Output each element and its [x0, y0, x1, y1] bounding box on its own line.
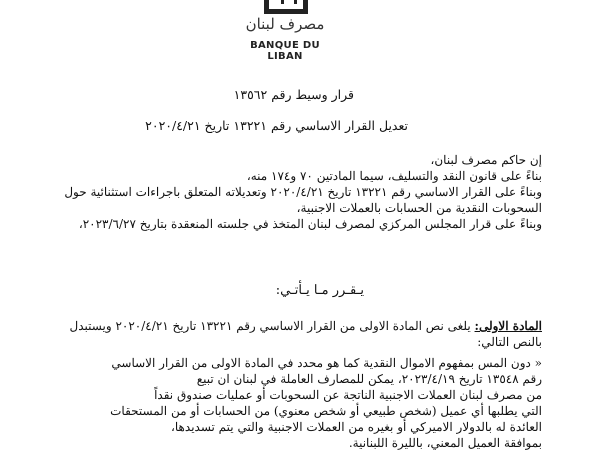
- article1-quote-line: التي يطلبها أي عميل (شخص طبيعي أو شخص معنوي) من الحسابات أو من المستحقات: [110, 404, 542, 418]
- article1-line: بالنص التالي:: [477, 335, 542, 349]
- preamble-line: بناءً على قانون النقد والتسليف، سيما المادتين ٧٠ و١٧٤ منه،: [246, 169, 542, 183]
- bank-logo-icon: [264, 0, 308, 14]
- preamble-line: وبناءً على قرار المجلس المركزي لمصرف لبنان المتخذ في جلسته المنعقدة بتاريخ ٢٠٢٣/٦/٢٧،: [78, 217, 542, 231]
- preamble-governor: إن حاكم مصرف لبنان،: [430, 153, 542, 167]
- article1-quote-line: بموافقة العميل المعني، بالليرة اللبنانية.: [348, 436, 542, 450]
- preamble-line: وبناءً على القرار الاساسي رقم ١٣٢٢١ تاريخ ٢٠٢٠/٤/٢١ وتعديلاته المتعلق باجراءات استثنائية حول: [64, 185, 542, 199]
- article1-first-line: [70, 318, 542, 334]
- article1-quote-line: رقم ١٣٥٤٨ تاريخ ٢٠٢٣/٤/١٩، يمكن للمصارف العاملة في لبنان ان تبيع: [196, 372, 542, 386]
- letterhead: [0, 0, 608, 62]
- article1-quote-line: من مصرف لبنان العملات الاجنبية الناتجة عن السحوبات أو عمليات صندوق نقداً: [154, 388, 542, 402]
- decision-number: قرار وسيط رقم ١٣٥٦٢: [233, 87, 354, 102]
- preamble-line: السحوبات النقدية من الحسابات بالعملات الاجنبية،: [296, 201, 542, 215]
- article1-label: المادة الاولى:: [474, 319, 542, 333]
- decides-heading: يـقـرر مـا يـأتـي:: [275, 283, 364, 298]
- article1-quote-line: العائدة له بالدولار الاميركي أو بغيره من العملات الاجنبية والتي يتم تسديدها،: [171, 420, 542, 434]
- bank-name-arabic: مصرف لبنان: [245, 15, 325, 33]
- amendment-title: تعديل القرار الاساسي رقم ١٣٢٢١ تاريخ ٢٠٢٠/٤/٢١: [145, 118, 408, 133]
- article1-quote-line: « دون المس بمفهوم الاموال النقدية كما هو محدد في المادة الاولى من القرار الاساسي: [111, 356, 542, 370]
- article1-text: يلغى نص المادة الاولى من القرار الاساسي رقم ١٣٢٢١ تاريخ ٢٠٢٠/٤/٢١ ويستبدل: [69, 319, 475, 333]
- bank-name-english: BANQUE DU LIBAN: [250, 40, 320, 62]
